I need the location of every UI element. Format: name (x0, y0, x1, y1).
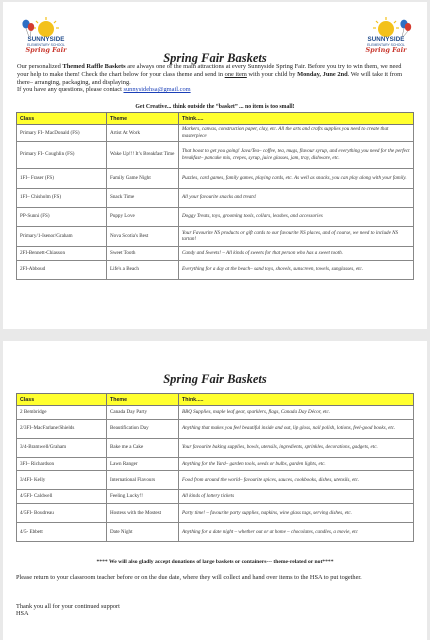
page-title: Spring Fair Baskets (163, 51, 267, 65)
table-row (17, 457, 414, 471)
cell-class: 2 Bembridge (17, 406, 107, 420)
header-think: Think..... (179, 394, 414, 406)
sun-balloons-icon (357, 16, 415, 38)
cell-class: 3FI– Richardson (17, 457, 107, 471)
cell-class: 4/5FI- Caldwell (17, 490, 107, 504)
cell-class: Primary FI- Coughlin (FS) (17, 141, 107, 168)
theme-table-2 (16, 393, 414, 542)
cell-think: Your favourite baking supplies, bowls, utensils, ingredients, sprinkles, decorations, gadgets, etc. (179, 438, 414, 457)
cell-theme: Family Game Night (107, 168, 179, 188)
intro-text: with your child by (246, 70, 298, 78)
signature-block (16, 603, 120, 618)
table-row (17, 419, 414, 438)
cell-theme: Life's a Beach (107, 260, 179, 279)
header-think: Think..... (179, 113, 414, 125)
cell-theme: Nova Scotia's Best (107, 226, 179, 246)
cell-class: 1FI– Fraser (FS) (17, 168, 107, 188)
table-row (17, 226, 414, 246)
cell-class: 2FI-Bennett-Chiasson (17, 246, 107, 260)
logo-school-name: SUNNYSIDE (27, 36, 65, 43)
table-row (17, 246, 414, 260)
cell-think: Party time! – favourite party supplies, napkins, wine glass tags, serving dishes, etc. (179, 503, 414, 522)
cell-class: 4/5FI- Boudreau (17, 503, 107, 522)
cell-class: 2/3FI–MacFarlane/Shields (17, 419, 107, 438)
table-row (17, 490, 414, 504)
cell-class: Primary/1-Isenor/Graham (17, 226, 107, 246)
sunnyside-logo-right (357, 16, 415, 54)
table-row (17, 438, 414, 457)
table-row (17, 188, 414, 207)
logo-school-subtitle: ELEMENTARY SCHOOL (367, 43, 405, 47)
intro-text: Our personalized (17, 63, 63, 70)
cell-theme: Snack Time (107, 188, 179, 207)
cell-class: 4/5- Ebbett (17, 522, 107, 541)
return-instructions: Please return to your classroom teacher before or on the due date, where they will collect and hand over items to the HSA to put together. (16, 574, 362, 581)
cell-class: 3/4FI- Kelly (17, 471, 107, 490)
header-class: Class (17, 394, 107, 406)
logo-school-subtitle: ELEMENTARY SCHOOL (27, 43, 65, 47)
cell-think: All your favourite snacks and treats! (179, 188, 414, 207)
header-theme: Theme (107, 113, 179, 125)
cell-think: That boost to get you going! Java/Tea– coffee, tea, mugs, flavour syrup, and everything you need for the perfect breakfast– pancake mix, crepes, syrup, juice glasses, jam, tray, dishware, etc. (179, 141, 414, 168)
intro-bold-baskets: Themed Raffle Baskets (62, 63, 126, 70)
cell-theme: Beautification Day (107, 419, 179, 438)
cell-theme: Bake me a Cake (107, 438, 179, 457)
cell-think: Markers, canvas, construction paper, clay, etc. All the arts and crafts supplies you need to create that masterpiece (179, 125, 414, 142)
cell-class: 1FI– Chisholm (FS) (17, 188, 107, 207)
cell-class: 2FI-Abboud (17, 260, 107, 279)
cell-think: BBQ Supplies, maple leaf gear, sparklers, flags, Canada Day Décor, etc. (179, 406, 414, 420)
cell-theme: Date Night (107, 522, 179, 541)
contact-email-link[interactable]: sunnysidehsa@gmail.com (123, 86, 191, 94)
table-row (17, 260, 414, 279)
cell-class: 3/4-Bramwell/Graham (17, 438, 107, 457)
cell-think: Food from around the world– favourite spices, sauces, cookbooks, dishes, utensils, etc. (179, 471, 414, 490)
sunnyside-logo-left (17, 16, 75, 54)
cell-think: Everything for a day at the beach– sand toys, shovels, sunscreen, towels, sunglasses, etc. (179, 260, 414, 279)
donation-note: **** We will also gladly accept donations of large baskets or containers--- theme-related or not**** (96, 559, 334, 565)
sun-balloons-icon (17, 16, 75, 38)
intro-underline-one-item: one item (224, 70, 247, 78)
intro-bold-date: Monday, June 2nd (297, 70, 348, 78)
table-row (17, 471, 414, 490)
table-row (17, 522, 414, 541)
cell-think: All kinds of lottery tickets (179, 490, 414, 504)
cell-theme: Lawn Ranger (107, 457, 179, 471)
signer-name: HSA (16, 610, 29, 618)
table-header-row (17, 394, 414, 406)
contact-text: If you have any questions, please contact (17, 86, 124, 94)
cell-theme: Sweet Tooth (107, 246, 179, 260)
cell-class: PP-Sunni (FS) (17, 207, 107, 226)
intro-text: are always one of the main attractions at every Sunnyside Spring Fair. Before you try to win them, we need your help to make them! Check the chart below for your class theme and send in (17, 63, 402, 78)
cell-think: Anything for the Yard– garden tools, seeds or bulbs, garden lights, etc. (179, 457, 414, 471)
flyer-page-2 (3, 341, 427, 640)
cell-theme: Canada Day Party (107, 406, 179, 420)
thanks-line: Thank you all for your continued support (16, 603, 120, 610)
cell-theme: Hostess with the Mostest (107, 503, 179, 522)
cell-class: Primary FI- MacDonald (FS) (17, 125, 107, 142)
logo-spring-fair: Spring Fair (365, 46, 407, 54)
table-row (17, 207, 414, 226)
table-header-row (17, 113, 414, 125)
cell-theme: Feeling Lucky!! (107, 490, 179, 504)
table-row (17, 503, 414, 522)
logo-spring-fair: Spring Fair (25, 46, 67, 54)
creative-line: Get Creative... think outside the “basket” ... no item is too small! (135, 104, 295, 110)
table-row (17, 125, 414, 142)
cell-think: Anything for a date night – whether out or at home – chocolates, candles, a movie, etc (179, 522, 414, 541)
table-row (17, 168, 414, 188)
theme-table-1 (16, 112, 414, 280)
cell-think: Your Favourite NS products or gift cards to our favourite NS places, and of course, we need to include NS tartan! (179, 226, 414, 246)
cell-think: Anything that makes you feel beautiful inside and out, lip gloss, nail polish, lotions, feel-good books, etc. (179, 419, 414, 438)
cell-theme: Puppy Love (107, 207, 179, 226)
table-row (17, 141, 414, 168)
header-class: Class (17, 113, 107, 125)
cell-theme: Wake Up!!! It’s Breakfast Time (107, 141, 179, 168)
page-title: Spring Fair Baskets (163, 372, 267, 386)
cell-think: Doggy Treats, toys, grooming tools, collars, leashes, and accessories (179, 207, 414, 226)
header-theme: Theme (107, 394, 179, 406)
table-row (17, 406, 414, 420)
cell-think: Candy and Sweets! – All kinds of sweets for that person who has a sweet tooth. (179, 246, 414, 260)
intro-paragraph (17, 63, 413, 94)
cell-theme: International Flavours (107, 471, 179, 490)
logo-school-name: SUNNYSIDE (367, 36, 405, 43)
cell-think: Puzzles, card games, family games, playing cards, etc. As well as snacks, you can play along with your family. (179, 168, 414, 188)
cell-theme: Artist At Work (107, 125, 179, 142)
flyer-page-1 (3, 2, 427, 329)
intro-text: . We will take it from there– arranging, packaging, and displaying. (17, 70, 403, 86)
